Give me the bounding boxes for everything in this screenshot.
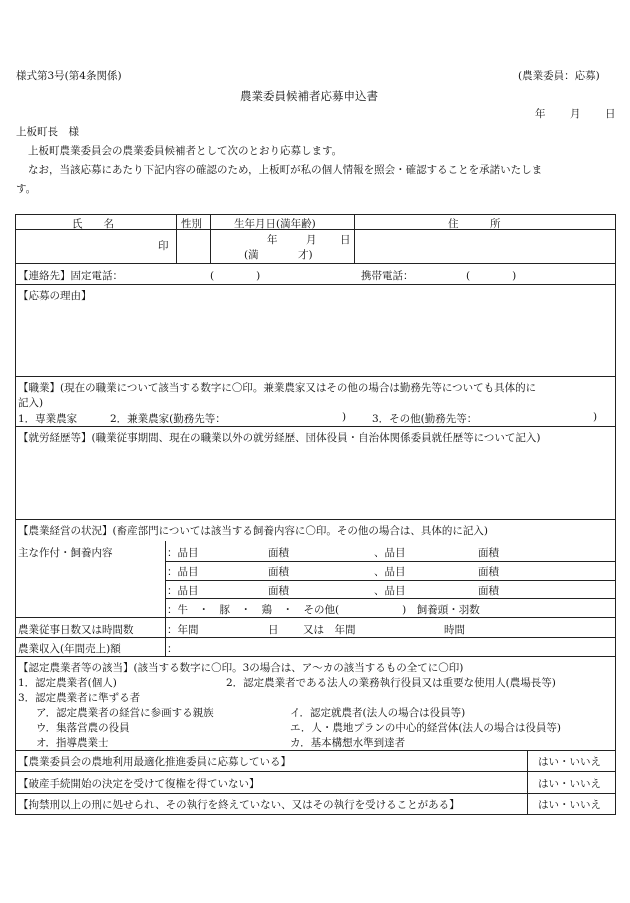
sex-header: 性別	[181, 218, 202, 230]
reason-field[interactable]	[18, 305, 612, 373]
intro-line-3: す。	[16, 183, 37, 195]
certified-sub-o[interactable]: オ．指導農業士	[36, 737, 109, 749]
work-days-label: 農業従事日数又は時間数	[18, 624, 134, 636]
date-year-label: 年	[535, 108, 546, 120]
occupation-label: 【職業】(現在の職業について該当する数字に〇印。兼業農家又はその他の場合は勤務先等についても具体的に	[18, 382, 537, 394]
question-answer[interactable]: はい・いいえ	[538, 799, 601, 811]
occupation-option-2[interactable]: 2．兼業農家(勤務先等：	[110, 413, 226, 425]
certified-option-2[interactable]: 2．認定農業者である法人の業務執行役員又は重要な使用人(農場長等)	[226, 677, 556, 689]
work-days-unit: 日	[268, 624, 279, 636]
seal-label: 印	[158, 240, 169, 252]
crop-item-label: ：品目	[167, 547, 199, 559]
occupation-option-2-close: )	[342, 411, 347, 423]
age-open: (満	[244, 249, 259, 261]
certified-option-3[interactable]: 3．認定農業者に準ずる者	[18, 692, 141, 704]
certified-sub-i[interactable]: イ．認定就農者(法人の場合は役員等)	[290, 707, 466, 719]
certified-sub-u[interactable]: ウ．集落営農の役員	[36, 722, 130, 734]
crop-area-label: 面積	[268, 566, 289, 578]
form-type: (農業委員：応募)	[518, 70, 600, 82]
occupation-label-cont: 記入)	[18, 397, 44, 409]
question-text: 【農業委員会の農地利用最適化推進委員に応募している】	[18, 756, 291, 768]
birth-day-label: 日	[340, 234, 351, 246]
fixed-phone-paren: ( )	[210, 270, 261, 282]
name-field[interactable]	[18, 232, 153, 260]
occupation-option-3[interactable]: 3．その他(勤務先等：	[372, 413, 478, 425]
birth-month-label: 月	[306, 234, 317, 246]
addressee: 上板町長 様	[16, 126, 79, 138]
question-answer[interactable]: はい・いいえ	[538, 778, 601, 790]
work-hours-text: 又は 年間	[303, 624, 356, 636]
livestock-options[interactable]: ：牛 ・ 豚 ・ 鶏 ・ その他( ) 飼養頭・羽数	[167, 604, 480, 616]
occupation-option-1[interactable]: 1．専業農家	[18, 413, 78, 425]
sex-field[interactable]	[178, 231, 208, 261]
question-text: 【拘禁刑以上の刑に処せられ、その執行を終えていない、又はその執行を受けることがある】	[18, 799, 460, 811]
certified-sub-a[interactable]: ア．認定農業者の経営に参画する親族	[36, 707, 214, 719]
crop-area-label: 面積	[268, 585, 289, 597]
crop-item-label: 、品目	[374, 585, 406, 597]
question-text: 【破産手続開始の決定を受けて復権を得ていない】	[18, 778, 260, 790]
address-field[interactable]	[356, 231, 613, 261]
crop-item-label: ：品目	[167, 585, 199, 597]
crop-item-label: 、品目	[374, 566, 406, 578]
crop-item-label: ：品目	[167, 566, 199, 578]
career-field[interactable]	[18, 447, 612, 516]
certified-sub-ka[interactable]: カ．基本構想水準到達者	[290, 737, 406, 749]
birthdate-header: 生年月日(満年齢)	[234, 218, 316, 230]
intro-line-2: なお，当該応募にあたり下記内容の確認のため，上板町が私の個人情報を照会・確認することを承諾いたしま	[28, 164, 543, 176]
date-day-label: 日	[605, 108, 616, 120]
crop-item-label: 、品目	[374, 547, 406, 559]
form-number: 様式第3号(第4条関係)	[16, 70, 122, 82]
intro-line-1: 上板町農業委員会の農業委員候補者として次のとおり応募します。	[28, 145, 343, 157]
farming-label: 【農業経営の状況】(畜産部門については該当する飼養内容に〇印。その他の場合は、具体的に記入)	[18, 525, 488, 537]
age-close: 才)	[298, 249, 313, 261]
address-header: 住 所	[448, 218, 501, 230]
certified-sub-e[interactable]: エ．人・農地プランの中心的経営体(法人の場合は役員等)	[290, 722, 562, 734]
income-colon: ：	[167, 643, 178, 655]
income-label: 農業収入(年間売上)額	[18, 643, 121, 655]
work-hours-unit: 時間	[444, 624, 465, 636]
mobile-phone-label: 携帯電話：	[361, 270, 414, 282]
certified-option-1[interactable]: 1．認定農業者(個人)	[18, 677, 117, 689]
crop-area-label: 面積	[478, 585, 499, 597]
date-month-label: 月	[570, 108, 581, 120]
question-answer[interactable]: はい・いいえ	[538, 756, 601, 768]
work-days-text: ：年間	[167, 624, 199, 636]
crops-label: 主な作付・飼養内容	[18, 547, 113, 559]
occupation-option-3-close: )	[593, 411, 598, 423]
page-title: 農業委員候補者応募申込書	[240, 89, 378, 103]
crop-area-label: 面積	[478, 566, 499, 578]
name-header: 氏 名	[72, 218, 114, 230]
contact-label: 【連絡先】固定電話：	[18, 270, 123, 282]
birth-year-label: 年	[267, 234, 278, 246]
crop-area-label: 面積	[268, 547, 289, 559]
mobile-phone-paren: ( )	[466, 270, 517, 282]
certified-label: 【認定農業者等の該当】(該当する数字に〇印。3の場合は、ア～カの該当するもの全てに〇印)	[18, 662, 464, 674]
crop-area-label: 面積	[478, 547, 499, 559]
reason-label: 【応募の理由】	[18, 290, 92, 302]
career-label: 【就労経歴等】(職業従事期間、現在の職業以外の就労経歴、団体役員・自治体関係委員就任歴等について記入)	[18, 432, 541, 444]
